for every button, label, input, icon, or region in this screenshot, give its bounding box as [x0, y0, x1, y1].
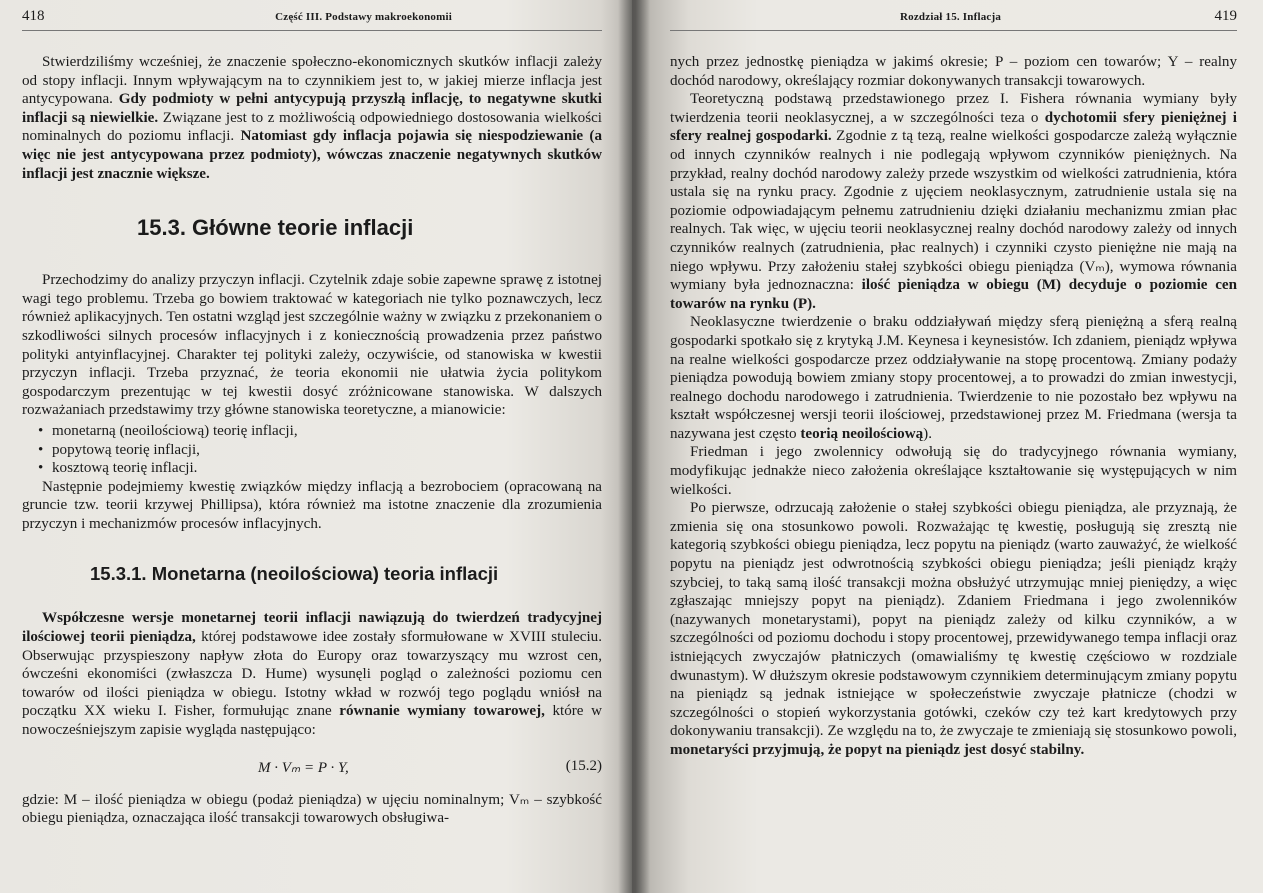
- bold-run: ilość pieniądza w obiegu (M) decyduje o poziomie cen towarów na rynku (P).: [670, 277, 1237, 312]
- list-item: • kosztową teorię inflacji.: [52, 459, 602, 478]
- bold-run: Współczesne wersje monetarnej teorii inflacji nawiązują do twierdzeń tradycyjnej ilościowej teorii pieniądza,: [22, 610, 602, 646]
- text-run: której podstawowe idee zostały sformułowane w XVIII stuleciu. Obserwując przyspieszony napływ złota do Europy oraz towarzyszący mu wzrost cen, ówcześni ekonomiści (zwłaszcza D. Hume) wysunęli pogląd o zależności poziomu cen towarów od ilości pieniądza w obiegu. Istotny wkład w rozwój tego poglądu wniósł na początku XX wieku I. Fisher, formułując znane: [22, 629, 602, 720]
- right-paragraph-5: [670, 499, 1237, 759]
- right-paragraph-3: [670, 313, 1237, 443]
- right-page: [632, 0, 1263, 893]
- subsection-heading: 15.3.1. Monetarna (neoilościowa) teoria inflacji: [90, 563, 499, 585]
- text-run: Teoretyczną podstawą przedstawionego przez I. Fishera równania wymiany były twierdzenia teorii neoklasycznej, a w szczególności teza o: [670, 91, 1237, 126]
- theory-list: [22, 422, 602, 478]
- left-running-header: [22, 8, 602, 31]
- text-run: ).: [923, 425, 932, 442]
- left-paragraph-5: gdzie: M – ilość pieniądza w obiegu (podaż pieniądza) w ujęciu nominalnym; Vₘ – szybkość obiegu pieniądza, oznaczająca ilość transakcji towarowych obsługiwa-: [22, 791, 602, 827]
- right-running-header: [670, 8, 1237, 31]
- text-run: Neoklasyczne twierdzenie o braku oddziaływań między sferą pieniężną a sferą realną gospodarki spotkało się z krytyką J.M. Keynesa i keynesistów. Ich zdaniem, pieniądz wpływa na realne wielkości gospodarcze przez oddziaływanie na stopę procentową. Zmiany podaży pieniądza powodują bowiem zmiany stopy procentowej, a to prowadzi do zmian inwestycji, realnego dochodu narodowego i zatrudnienia. Twierdzenie to nie pozostało bez wpływu na kształt współczesnej wersji teorii ilościowej, przedstawionej przez M. Friedmana (wersja ta nazywana jest często: [670, 314, 1237, 442]
- right-running-head: Rozdział 15. Inflacja: [900, 11, 1002, 23]
- list-item: • monetarną (neoilościową) teorię inflacji,: [52, 422, 602, 441]
- text-run: które w nowocześniejszym zapisie wygląda następująco:: [22, 703, 602, 739]
- left-paragraph-3: Następnie podejmiemy kwestię związków między inflacją a bezrobociem (opracowaną na gruncie tzw. teorii krzywej Phillipsa), która również ma istotne znaczenie dla zrozumienia przyczyn i mechanizmów procesów inflacyjnych.: [22, 478, 602, 532]
- text-run: Po pierwsze, odrzucają założenie o stałej szybkości obiegu pieniądza, ale przyznają, że zmienia się ona stosunkowo powoli. Rozważając tę kwestię, posługują się zresztą nie kategorią szybkości obiegu pieniądza, lecz popytu na pieniądz (warto zauważyć, że wielkość popytu na pieniądz jest odwrotnością szybkości obiegu pieniądza; jeśli pieniądz krąży szybciej, to taką samą ilość transakcji można obsłużyć utrzymując mniej pieniędzy, a więc zgłaszając mniejszy popyt na pieniądz). Zdaniem Friedmana i jego zwolenników (nazywanych monetarystami), popyt na pieniądz zależy od kilku czynników, a w szczególności od poziomu dochodu i stopy procentowej, przewidywanego tempa inflacji oraz istniejących zwyczajów płatniczych (omawialiśmy tę kwestię częściowo w rozdziale dwunastym). W dłuższym okresie podstawowym czynnikiem determinującym zmiany popytu na pieniądz są jednak istniejące w społeczeństwie zwyczaje płatnicze (chodzi w szczególności o stopień wykorzystania gotówki, czeków czy też kart kredytowych przy dokonywaniu transakcji). Ze względu na to, że zwyczaje te zmieniają się stosunkowo powoli,: [670, 500, 1237, 740]
- left-running-head: Część III. Podstawy makroekonomii: [275, 11, 452, 23]
- left-paragraph-1: [22, 53, 602, 183]
- list-item: • popytową teorię inflacji,: [52, 441, 602, 460]
- right-paragraph-1: nych przez jednostkę pieniądza w jakimś okresie; P – poziom cen towarów; Y – realny dochód narodowy, określający rozmiar dokonywanych transakcji towarowych.: [670, 54, 1237, 89]
- text-run: Stwierdziliśmy wcześniej, że znaczenie społeczno-ekonomicznych skutków inflacji zależy od stopy inflacji. Innym wpływającym na to czynnikiem jest to, w jakiej mierze inflacja jest antycypowana.: [22, 54, 602, 108]
- text-run: Związane jest to z możliwością odpowiedniego dostosowania wielkości nominalnych do poziomu inflacji.: [22, 109, 602, 145]
- bold-run: Natomiast gdy inflacja pojawia się niespodziewanie (a więc nie jest antycypowana przez podmioty), wówczas znaczenie negatywnych skutków inflacji jest znacznie większe.: [22, 128, 602, 182]
- bold-run: monetaryści przyjmują, że popyt na pieniądz jest dosyć stabilny.: [670, 741, 1085, 758]
- section-heading: 15.3. Główne teorie inflacji: [137, 215, 414, 241]
- right-paragraph-4: Friedman i jego zwolennicy odwołują się do tradycyjnego równania wymiany, modyfikując jednakże nieco założenia określające kształtowanie się występujących w nim wielkości.: [670, 444, 1237, 498]
- left-page-number: 418: [22, 8, 45, 24]
- bold-run: teorią neoilościową: [800, 425, 924, 442]
- left-paragraph-4: [22, 609, 602, 739]
- bold-run: dychotomii sfery pieniężnej i sfery realnej gospodarki.: [670, 109, 1237, 145]
- bold-run: równanie wymiany towarowej,: [339, 703, 545, 720]
- text-run: Zgodnie z tą tezą, realne wielkości gospodarcze zależą wyłącznie od innych czynników realnych i nie podlegają wpływom czynników pieniężnych. Na przykład, realny dochód narodowy zależy przede wszystkim od wielkości zatrudnienia, która ustala się na rynku pracy. Zgodnie z ujęciem neoklasycznym, zatrudnienie ustala się na poziomie odpowiadającym pełnemu zatrudnieniu dzięki działaniu mechanizmu zmian płac realnych. Tak więc, w ujęciu teorii neoklasycznej realny dochód narodowy zależy od innych czynników realnych (zatrudnienia, płac realnych) i czynniki czysto pieniężne nie mają na niego wpływu. Przy założeniu stałej szybkości obiegu pieniądza (Vₘ), wymowa równania wymiany była jednoznaczna:: [670, 128, 1237, 294]
- right-page-number: 419: [1214, 8, 1237, 24]
- equation-number: (15.2): [565, 757, 602, 774]
- right-paragraph-2: [670, 90, 1237, 313]
- left-paragraph-2: Przechodzimy do analizy przyczyn inflacji. Czytelnik zdaje sobie zapewne sprawę z istotnej wagi tego problemu. Trzeba go bowiem traktować w kategoriach nie tylko poznawczych, lecz również aplikacyjnych. Ten ostatni wzgląd jest szczególnie ważny w związku z przekonaniem o szkodliwości silnych procesów inflacyjnych i z koniecznością prowadzenia przez państwo polityki antyinflacyjnej. Charakter tej polityki zależy, oczywiście, od stanowiska w kwestii przyczyn inflacji. Trzeba przyznać, że teoria ekonomii nie ułatwia życia politykom gospodarczym prezentując w tej kwestii dosyć zróżnicowane stanowiska. W dalszych rozważaniach przedstawimy trzy główne stanowiska teoretyczne, a mianowicie:: [22, 272, 602, 419]
- equation-line: [22, 758, 602, 777]
- bold-run: Gdy podmioty w pełni antycypują przyszłą inflację, to negatywne skutki inflacji są niewielkie.: [22, 91, 602, 126]
- equation: M · Vₘ = P · Y,: [258, 759, 349, 776]
- book-gutter: [618, 0, 650, 893]
